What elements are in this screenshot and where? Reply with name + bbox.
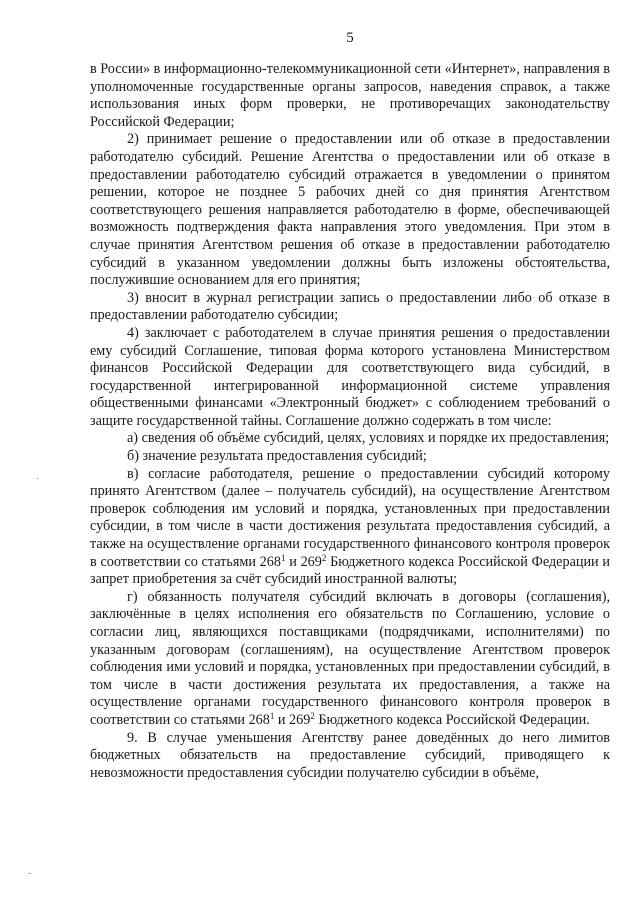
superscript: 2	[310, 710, 315, 721]
paragraph-item-3: 3) вносит в журнал регистрации запись о предоставлении либо об отказе в предоставлении работодателю субсидии;	[90, 289, 610, 324]
text-run: и 269	[274, 711, 311, 728]
scan-speck: ·	[36, 474, 40, 485]
superscript: 1	[280, 552, 286, 563]
text-run: и 269	[285, 553, 322, 570]
paragraph-continuation: в России» в информационно-телекоммуникационной сети «Интернет», направления в уполномоченные государственные органы запросов, наведения справок, а также использования иных форм проверки, не противоречащих законодательству Российской Федерации;	[90, 61, 610, 130]
paragraph-subitem-a: а) сведения об объёме субсидий, целях, условиях и порядке их предоставления;	[127, 430, 610, 447]
paragraph-subitem-b: б) значение результата предоставления субсидий;	[127, 448, 427, 465]
scan-speck: -	[28, 868, 32, 879]
superscript: 2	[321, 552, 327, 563]
document-page	[90, 30, 610, 782]
text-run: Бюджетного кодекса Российской Федерации.	[314, 711, 590, 728]
page-number: 5	[346, 30, 354, 46]
text-run: в) согласие работодателя, решение о предоставлении субсидий которому принято Агентством (далее – получатель субсидий), на осуществление Агентством проверок соблюдения им условий и порядка, установленных при предоставлении субсидии, в том числе в части достижения результата предоставления субсидий, а также на осуществление органами государственного финансового контроля проверок в соответствии со статьями 268	[90, 465, 610, 570]
text-run: Бюджетного кодекса Российской Федерации и запрет приобретения за счёт субсидий иностранной валюты;	[90, 553, 610, 588]
paragraph-item-9: 9. В случае уменьшения Агентству ранее доведённых до него лимитов бюджетных обязательств на предоставление субсидий, приводящего к невозможности предоставления субсидии получателю субсидии в объёме,	[90, 729, 610, 781]
paragraph-item-2: 2) принимает решение о предоставлении или об отказе в предоставлении работодателю субсидий. Решение Агентства о предоставлении или об отказе в предоставлении работодателю субсидий отражается в уведомлении о принятом решении, которое не позднее 5 рабочих дней со дня принятия Агентством соответствующего решения направляется работодателю в форме, обеспечивающей возможность подтверждения факта направления этого уведомления. При этом в случае принятия Агентством решения об отказе в предоставлении работодателю субсидий в указанном уведомлении должны быть изложены обстоятельства, послужившие основанием для его принятия;	[90, 131, 610, 289]
paragraph-subitem-g	[90, 589, 610, 730]
paragraph-subitem-v	[90, 466, 610, 589]
text-run: г) обязанность получателя субсидий включать в договоры (соглашения), заключённые в целях исполнения его обязательств по Соглашению, условие о согласии лиц, являющихся поставщиками (подрядчиками, исполнителями) по указанным договорам (соглашениям), на осуществление Агентством проверок соблюдения ими условий и порядка, установленных при предоставлении субсидий, в том числе в части достижения результата их предоставления, а также на осуществление органами государственного финансового контроля проверок в соответствии со статьями 268	[90, 588, 610, 728]
paragraph-item-4: 4) заключает с работодателем в случае принятия решения о предоставлении ему субсидий Соглашение, типовая форма которого установлена Министерством финансов Российской Федерации для соответствующего вида субсидий, в государственной интегрированной информационной системе управления общественными финансами «Электронный бюджет» с соблюдением требований о защите государственной тайны. Соглашение должно содержать в том числе:	[90, 324, 610, 429]
superscript: 1	[269, 710, 275, 721]
